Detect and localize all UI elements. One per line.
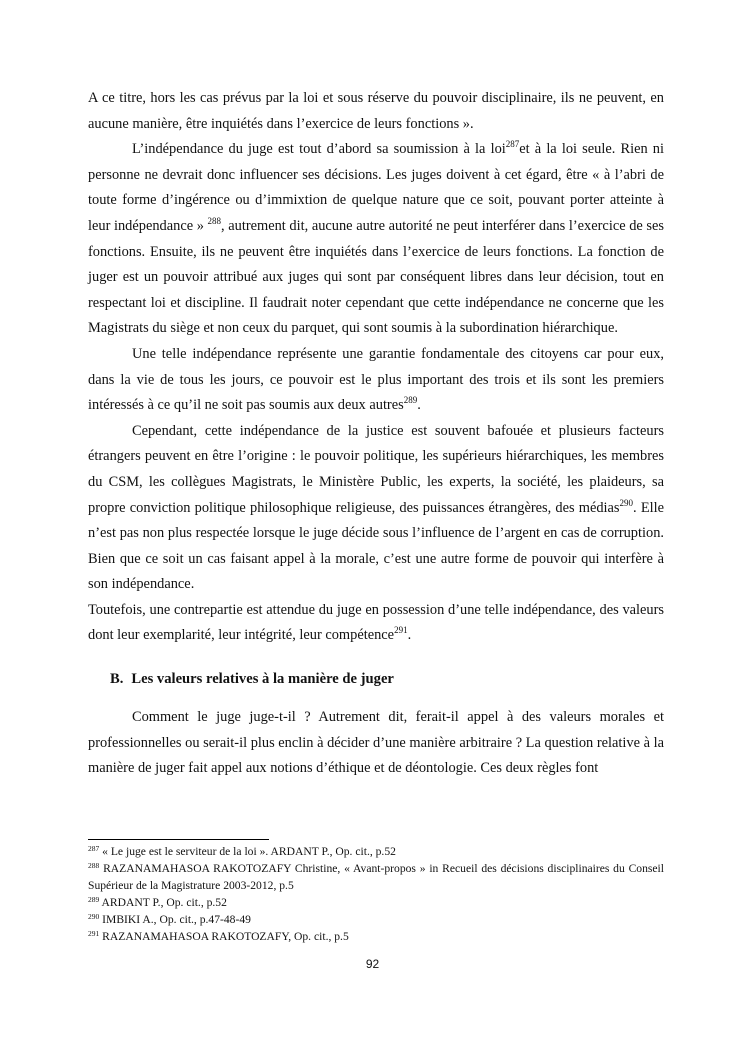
paragraph-2-text-c: , autrement dit, aucune autre autorité ne peut interférer dans l’exercice de ses fonctions. Ensuite, ils ne peuvent être inquiétés dans l’exercice de leurs fonctions. La fonction de juger est un pouvoir attribué aux juges qui sont par conséquent libres dans leur décision, tout en respectant loi et discipline. Il faudrait noter cependant que cette indépendance ne concerne que les Magistrats du siège et non ceux du parquet, qui sont soumis à la subordination hiérarchique. xyxy=(88,217,665,337)
paragraph-1-text: A ce titre, hors les cas prévus par la loi et sous réserve du pouvoir disciplinaire, ils ne peuvent, en aucune manière, être inquiétés dans l’exercice de leurs fonctions ». xyxy=(88,90,664,132)
paragraph-6 xyxy=(88,705,664,782)
footnote-number: 288 xyxy=(88,861,100,870)
page-number: 92 xyxy=(365,957,380,971)
footnote-288 xyxy=(88,860,664,894)
paragraph-4 xyxy=(88,419,664,598)
footnote-number: 289 xyxy=(88,895,100,904)
paragraph-3-text-a: Une telle indépendance représente une garantie fondamentale des citoyens car pour eux, dans la vie de tous les jours, ce pouvoir est le plus important des trois et ils sont les premiers intéressés à ce qu’il ne soit pas soumis aux deux autres xyxy=(88,345,664,414)
footnote-text: RAZANAMAHASOA RAKOTOZAFY, Op. cit., p.5 xyxy=(102,930,349,943)
paragraph-2 xyxy=(88,137,664,342)
section-heading-letter: B. xyxy=(110,671,124,688)
footnote-ref-290[interactable]: 290 xyxy=(619,497,634,508)
section-heading-text: Les valeurs relatives à la manière de juger xyxy=(131,671,394,688)
footnote-text: IMBIKI A., Op. cit., p.47-48-49 xyxy=(102,913,251,926)
paragraph-5 xyxy=(88,598,664,649)
footnote-291 xyxy=(88,928,664,945)
footnote-text: ARDANT P., Op. cit., p.52 xyxy=(101,896,227,909)
paragraph-5-text-b: . xyxy=(407,627,412,644)
footnote-ref-288[interactable]: 288 xyxy=(207,215,222,226)
paragraph-6-text: Comment le juge juge-t-il ? Autrement dit, ferait-il appel à des valeurs morales et professionnelles ou serait-il plus enclin à décider d’une manière arbitraire ? La question relative à la manière de juger fait appel aux notions d’éthique et de déontologie. Ces deux règles font xyxy=(88,709,664,777)
footnote-text: « Le juge est le serviteur de la loi ». ARDANT P., Op. cit., p.52 xyxy=(102,845,396,858)
paragraph-4-text-b: . Elle n’est pas non plus respectée lorsque le juge décide sous l’influence de l’argent en cas de corruption. Bien que ce soit un cas faisant appel à la morale, c’est une autre forme de pouvoir qui interfère à son indépendance. xyxy=(88,499,664,593)
footnote-text: RAZANAMAHASOA RAKOTOZAFY Christine, « Avant-propos » in Recueil des décisions disciplinaires du Conseil Supérieur de la Magistrature 2003-2012, p.5 xyxy=(88,862,664,892)
paragraph-2-text-a: L’indépendance du juge est tout d’abord sa soumission à la loi xyxy=(132,141,506,158)
page-content xyxy=(88,86,664,782)
paragraph-1 xyxy=(88,86,664,137)
paragraph-5-text-a: Toutefois, une contrepartie est attendue du juge en possession d’une telle indépendance, des valeurs dont leur exemplarité, leur intégrité, leur compétence xyxy=(88,601,664,644)
paragraph-4-text-a: Cependant, cette indépendance de la justice est souvent bafouée et plusieurs facteurs étrangers peuvent en être l’origine : le pouvoir politique, les supérieurs hiérarchiques, les membres du CSM, les collègues Magistrats, le Ministère Public, les experts, la société, les plaideurs, sa propre conviction politique philosophique religieuse, des puissances étrangères, des médias xyxy=(88,422,664,516)
paragraph-2-text-b: et à la loi seule. Rien ni personne ne devrait donc influencer ses décisions. Les juges doivent à cet égard, être « à l’abri de toute forme d’ingérence ou d’immixtion de quelque nature que ce soit, pouvant porter atteinte à leur indépendance » xyxy=(88,141,664,234)
footnote-separator xyxy=(88,839,269,840)
footnotes xyxy=(88,843,664,945)
body-text xyxy=(88,86,664,782)
footnote-287 xyxy=(88,843,664,860)
section-heading xyxy=(88,667,664,691)
paragraph-3 xyxy=(88,342,664,419)
footnote-289 xyxy=(88,894,664,911)
paragraph-3-text-b: . xyxy=(417,397,421,414)
footnote-ref-291[interactable]: 291 xyxy=(394,625,408,636)
footnote-290 xyxy=(88,911,664,928)
footnote-number: 291 xyxy=(88,929,100,938)
footnote-ref-289[interactable]: 289 xyxy=(403,395,418,406)
footnote-number: 287 xyxy=(88,844,100,853)
footnote-number: 290 xyxy=(88,912,100,921)
footnote-ref-287[interactable]: 287 xyxy=(505,139,520,150)
